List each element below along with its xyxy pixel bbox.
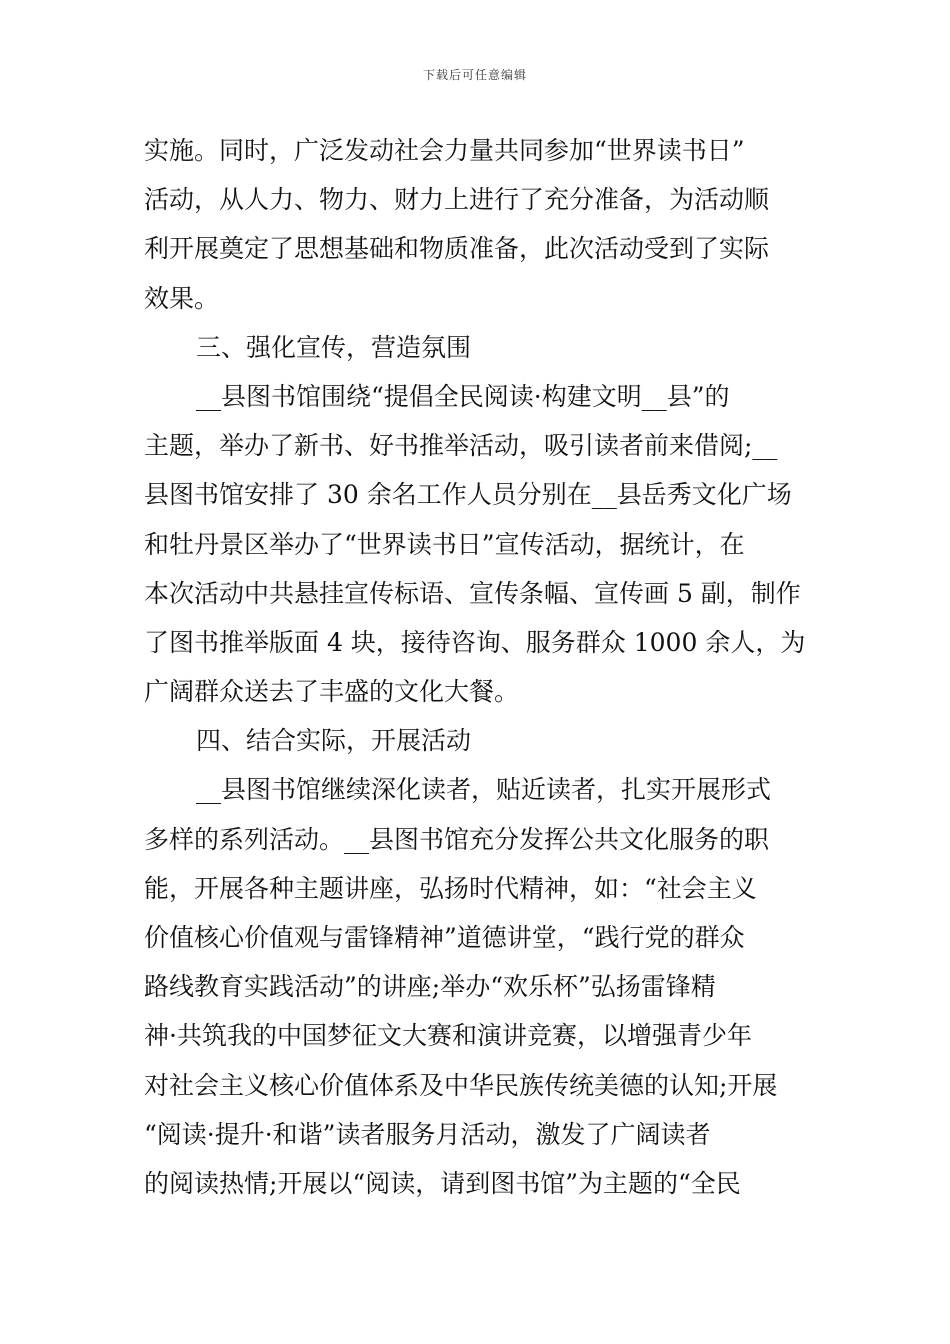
text-line: 县图书馆安排了 30 余名工作人员分别在__县岳秀文化广场 [144, 480, 792, 510]
text-line: “阅读·提升·和谐”读者服务月活动，激发了广阔读者 [144, 1119, 711, 1149]
text-line: 三、强化宣传，营造氛围 [196, 332, 472, 362]
text-line: 利开展奠定了思想基础和物质准备，此次活动受到了实际 [144, 234, 770, 264]
text-line: 了图书推举版面 4 块，接待咨询、服务群众 1000 余人，为 [144, 627, 806, 657]
text-line: 四、结合实际，开展活动 [196, 726, 472, 756]
text-line: 广阔群众送去了丰盛的文化大餐。 [144, 677, 520, 707]
text-line: 神·共筑我的中国梦征文大赛和演讲竞赛，以增强青少年 [144, 1021, 752, 1051]
text-line: 活动，从人力、物力、财力上进行了充分准备，为活动顺 [144, 185, 770, 215]
text-line: __县图书馆围绕“提倡全民阅读·构建文明__县”的 [196, 381, 730, 411]
text-line: 主题，举办了新书、好书推举活动，吸引读者前来借阅;__ [144, 431, 778, 461]
header-note: 下载后可任意编辑 [422, 68, 527, 82]
text-line: 和牡丹景区举办了“世界读书日”宣传活动，据统计，在 [144, 529, 745, 559]
text-line: 路线教育实践活动”的讲座;举办“欢乐杯”弘扬雷锋精 [144, 972, 716, 1002]
text-line: 能，开展各种主题讲座，弘扬时代精神，如：“社会主义 [144, 873, 757, 903]
text-line: 本次活动中共悬挂宣传标语、宣传条幅、宣传画 5 副，制作 [144, 578, 801, 608]
text-line: __县图书馆继续深化读者，贴近读者，扎实开展形式 [196, 775, 772, 805]
text-line: 对社会主义核心价值体系及中华民族传统美德的认知;开展 [144, 1070, 778, 1100]
text-line: 价值核心价值观与雷锋精神”道德讲堂，“践行党的群众 [144, 923, 745, 952]
text-line: 实施。同时，广泛发动社会力量共同参加“世界读书日” [144, 136, 745, 165]
body-text [144, 126, 808, 1208]
text-line: 效果。 [144, 283, 220, 313]
text-line: 多样的系列活动。__县图书馆充分发挥公共文化服务的职 [144, 824, 770, 854]
text-line: 的阅读热情;开展以“阅读，请到图书馆”为主题的“全民 [144, 1168, 741, 1198]
